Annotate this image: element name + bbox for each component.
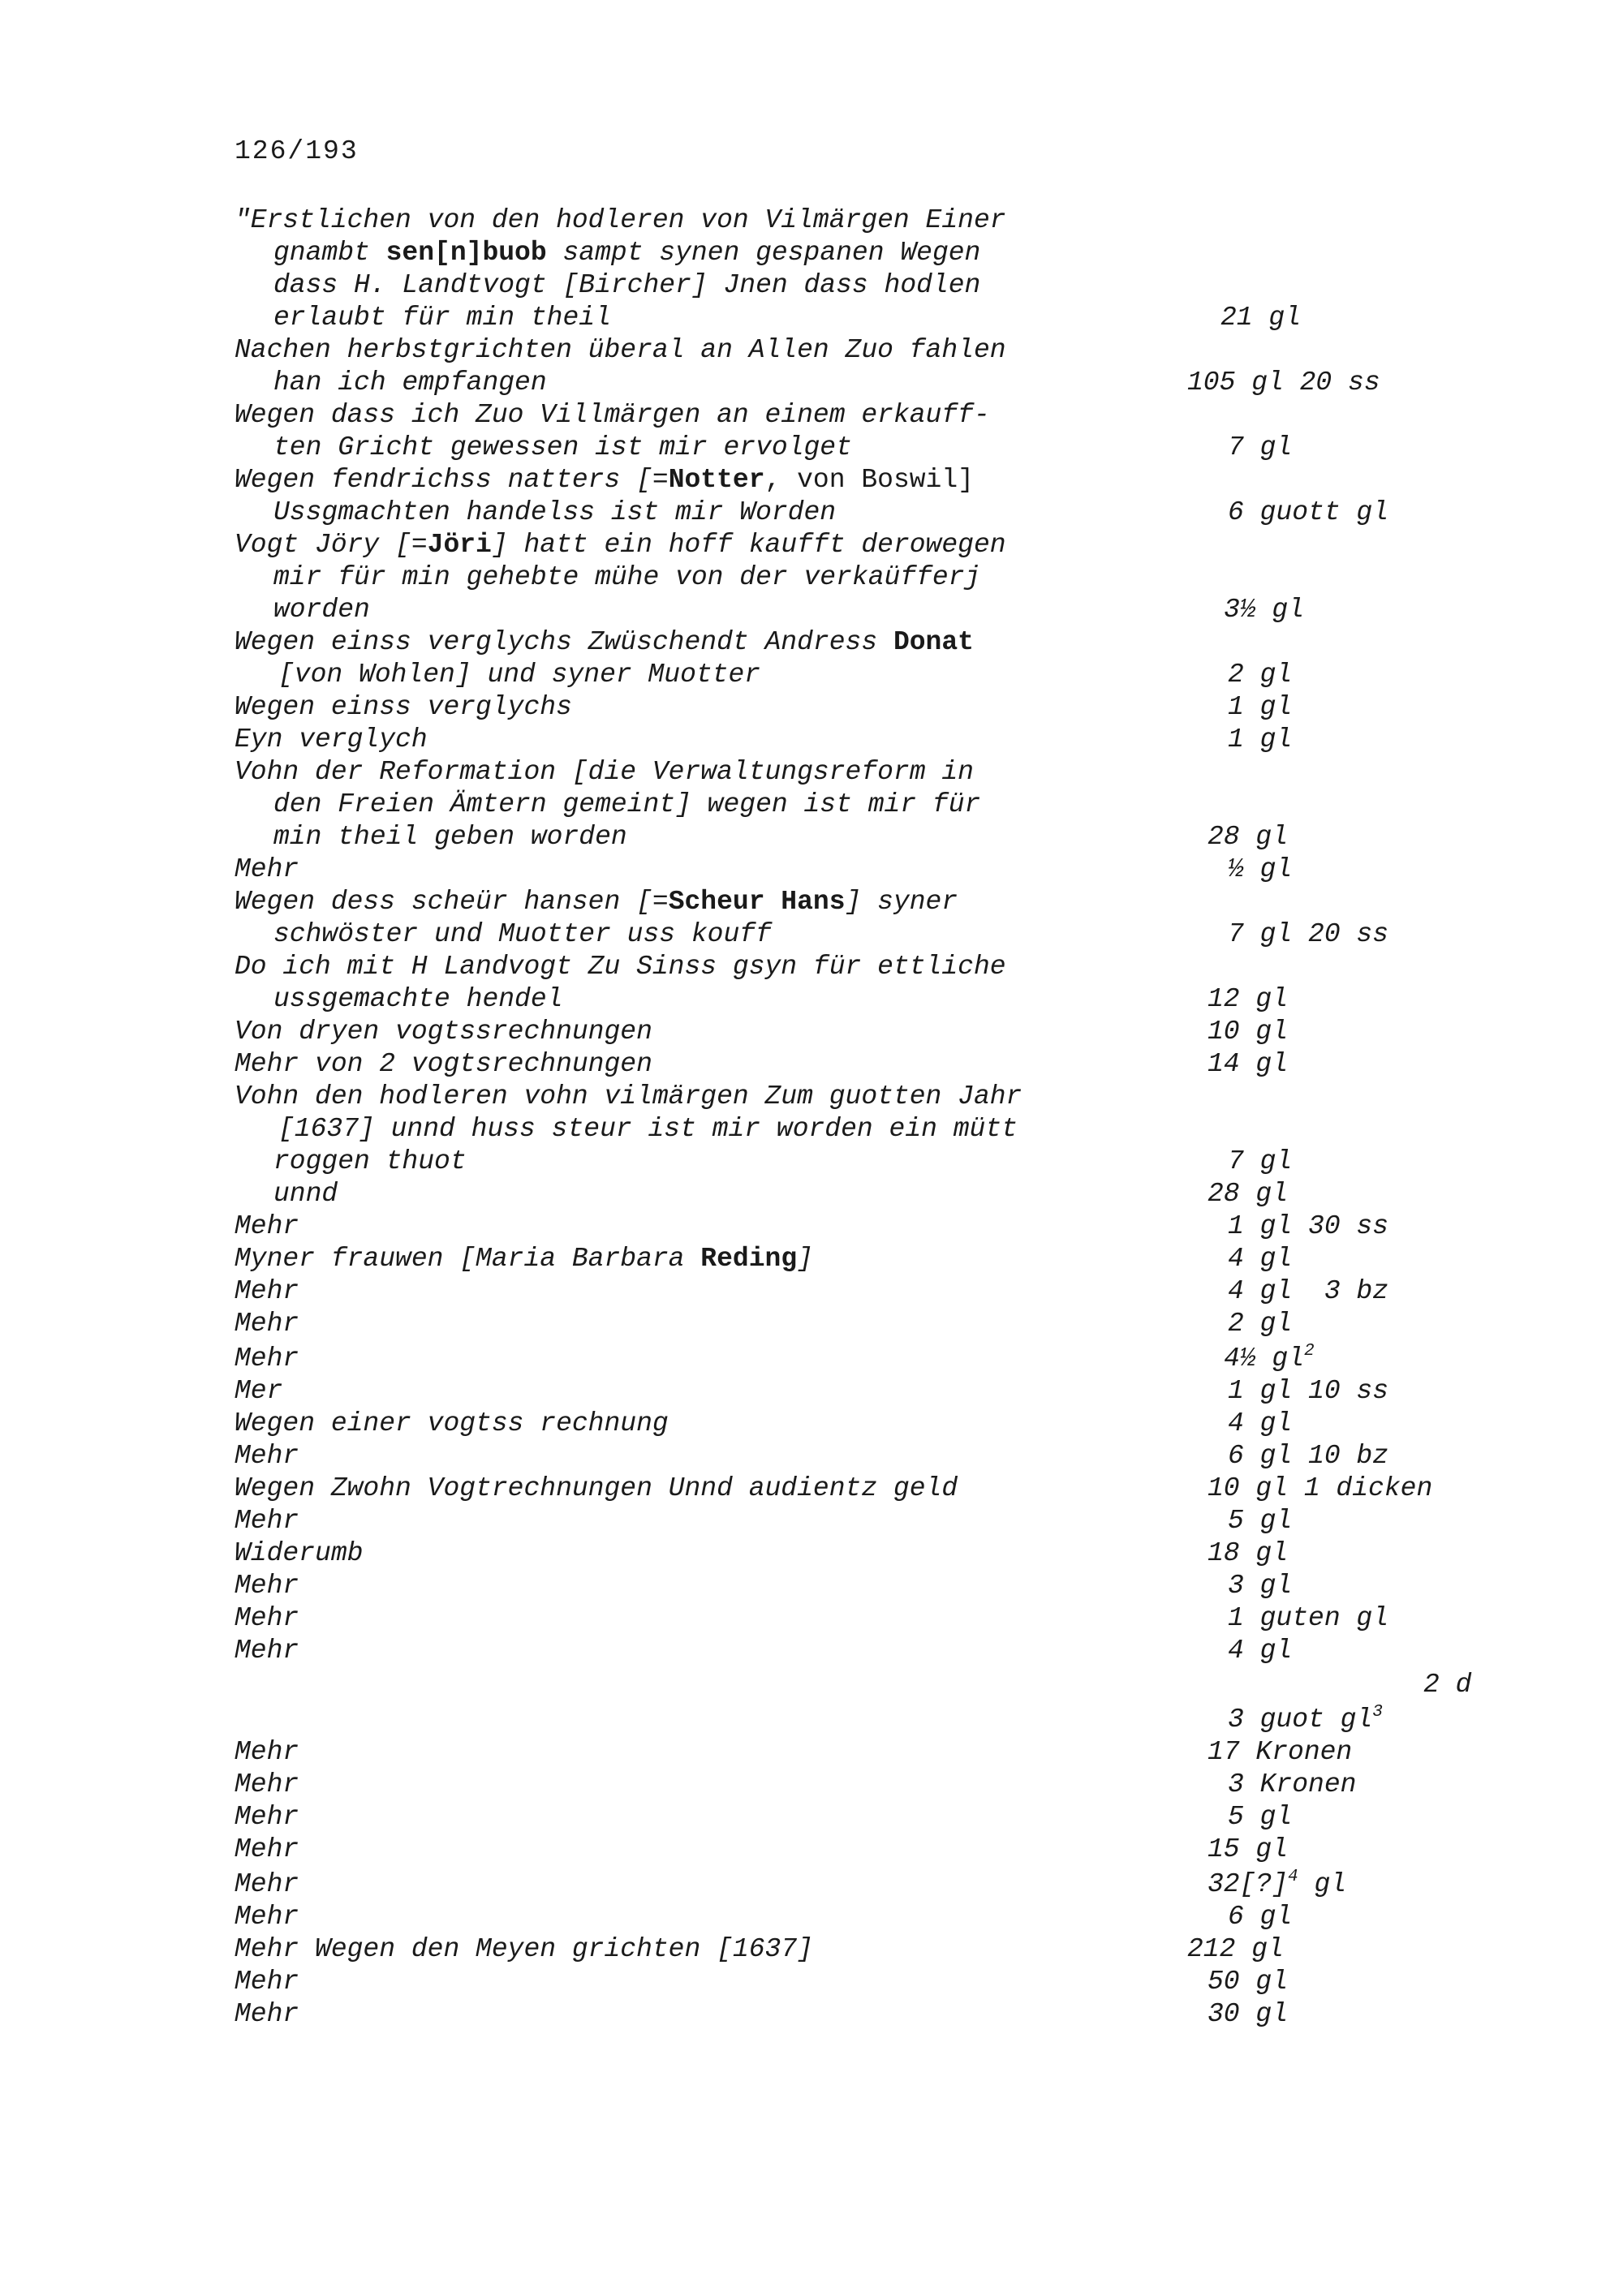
footnote-marker: 3 [1372, 1703, 1383, 1722]
name-bold: Jöri [427, 530, 492, 560]
entry-line: ten Gricht gewessen ist mir ervolget [273, 432, 852, 462]
entry-line: ussgemachte hendel [273, 984, 563, 1014]
entry-amount: 212 gl [1187, 1934, 1284, 1964]
entry-line: Mehr [235, 1737, 299, 1767]
entry-amount: 15 gl [1208, 1834, 1289, 1864]
entry-line: Wegen fendrichss natters [=Notter, von Boswil] [235, 465, 974, 495]
entry-amount: 3 guot $gl^3$ [1228, 1703, 1383, 1735]
entry-amount: 3½ gl [1224, 595, 1305, 625]
entry-line: Mer [235, 1376, 283, 1406]
entry-line: Mehr [235, 1276, 299, 1306]
footnote-marker: 4 [1288, 1868, 1298, 1886]
entry-line: den Freien Ämtern gemeint] wegen ist mir für [273, 789, 981, 819]
entry-line: Mehr [235, 1571, 299, 1601]
entry-amount: 1 gl [1228, 692, 1293, 722]
entry-amount: 28 gl [1208, 822, 1289, 852]
entry-line: Mehr [235, 1769, 299, 1799]
entry-line: mir für min gehebte mühe von der verkaüfferj [273, 562, 981, 592]
entry-amount: 1 gl 10 ss [1228, 1376, 1389, 1406]
entry-amount: 10 gl 1 dicken [1208, 1473, 1433, 1503]
entry-line: Wegen einer vogtss rechnung [235, 1408, 669, 1438]
entry-line: Vogt Jöry [=Jöri] hatt ein hoff kaufft derowegen [235, 530, 1006, 560]
entry-amount: 6 gl 10 bz [1228, 1441, 1389, 1471]
entry-line: Mehr [235, 1967, 299, 1997]
entry-line: erlaubt für min theil [273, 303, 611, 333]
entry-amount: 4½ $gl^2$ [1224, 1342, 1315, 1374]
entry-line: Mehr [235, 1309, 299, 1339]
entry-line: Mehr [235, 854, 299, 884]
entry-line: [von Wohlen] und syner Muotter [278, 660, 761, 690]
entry-line: Widerumb [235, 1538, 364, 1568]
entry-line: unnd [273, 1179, 338, 1209]
entry-amount: 3 Kronen [1228, 1769, 1357, 1799]
name-bold: Scheur Hans [668, 887, 846, 917]
entry-amount: 30 gl [1208, 1999, 1289, 2029]
entry-line: Mehr [235, 1603, 299, 1633]
entry-line: Do ich mit H Landvogt Zu Sinss gsyn für ettliche [235, 952, 1006, 982]
entry-line: Wegen einss verglychs [235, 692, 572, 722]
entry-amount: 105 gl 20 ss [1187, 368, 1380, 398]
entry-line: Von dryen vogtssrechnungen [235, 1017, 652, 1047]
entry-amount: 2 gl [1228, 1309, 1293, 1339]
entry-amount: 28 gl [1208, 1179, 1289, 1209]
name-bold: Notter [668, 465, 765, 495]
entry-line: Ussgmachten handelss ist mir Worden [273, 497, 837, 527]
entry-amount: ½ gl [1228, 854, 1293, 884]
entry-line: Wegen Zwohn Vogtrechnungen Unnd audientz geld [235, 1473, 958, 1503]
entry-amount: 21 gl [1220, 303, 1302, 333]
entry-line: Mehr [235, 1506, 299, 1536]
entry-amount: 7 gl [1228, 1146, 1293, 1176]
entry-line: Mehr [235, 1636, 299, 1666]
entry-line: Eyn verglych [235, 724, 428, 755]
entry-line: schwöster und Muotter uss kouff [273, 919, 772, 949]
entry-amount: 5 gl [1228, 1802, 1293, 1832]
entry-line: Myner frauwen [Maria Barbara Reding] [235, 1244, 813, 1274]
entry-amount: 18 gl [1208, 1538, 1289, 1568]
entry-amount: 4 gl [1228, 1244, 1293, 1274]
name-bold: sen[n]buob [385, 238, 547, 268]
entry-amount: 1 gl [1228, 724, 1293, 755]
entry-amount: 2 d [1423, 1670, 1472, 1700]
entry-line: [1637] unnd huss steur ist mir worden ein mütt [278, 1114, 1018, 1144]
entry-line: Nachen herbstgrichten überal an Allen Zuo fahlen [235, 335, 1006, 365]
entry-amount: 7 gl [1228, 432, 1293, 462]
entry-amount: 7 gl 20 ss [1228, 919, 1389, 949]
page-number: 126/193 [235, 136, 359, 166]
name-bold: Reding [700, 1244, 798, 1274]
entry-line: Wegen dass ich Zuo Villmärgen an einem erkauff- [235, 400, 990, 430]
entry-line: Mehr [235, 1344, 299, 1374]
entry-line: dass H. Landtvogt [Bircher] Jnen dass hodlen [273, 270, 981, 300]
entry-line: Mehr von 2 vogtsrechnungen [235, 1049, 652, 1079]
entry-line: Mehr [235, 1869, 299, 1899]
entry-line: Mehr [235, 1211, 299, 1241]
entry-amount: 5 gl [1228, 1506, 1293, 1536]
entry-amount: 10 gl [1208, 1017, 1289, 1047]
entry-line: gnambt sen[n]buob sampt synen gespanen Wegen [273, 238, 981, 268]
entry-amount: 4 gl [1228, 1408, 1293, 1438]
entry-line: Wegen einss verglychs Zwüschendt Andress Donat [235, 627, 974, 657]
entry-line: Mehr [235, 1902, 299, 1932]
name-bold: Donat [893, 627, 974, 657]
entry-line: Mehr [235, 1441, 299, 1471]
entry-amount: 4 gl 3 bz [1228, 1276, 1389, 1306]
entry-amount: 3 gl [1228, 1571, 1293, 1601]
entry-line: Vohn der Reformation [die Verwaltungsreform in [235, 757, 974, 787]
entry-amount: 1 guten gl [1228, 1603, 1389, 1633]
entry-line: Wegen dess scheür hansen [=Scheur Hans] syner [235, 887, 958, 917]
entry-amount: 1 gl 30 ss [1228, 1211, 1389, 1241]
entry-amount: 14 gl [1208, 1049, 1289, 1079]
entry-amount: 6 gl [1228, 1902, 1293, 1932]
entry-line: han ich empfangen [273, 368, 547, 398]
entry-line: "Erstlichen von den hodleren von Vilmärgen Einer [235, 205, 1006, 235]
entry-amount: 50 gl [1208, 1967, 1289, 1997]
entry-amount: 4 gl [1228, 1636, 1293, 1666]
entry-amount: 17 Kronen [1208, 1737, 1353, 1767]
entry-line: Mehr [235, 1802, 299, 1832]
entry-line: Mehr [235, 1834, 299, 1864]
entry-line: Mehr Wegen den Meyen grichten [1637] [235, 1934, 813, 1964]
entry-amount: 12 gl [1208, 984, 1289, 1014]
entry-line: Mehr [235, 1999, 299, 2029]
entry-amount: 32[?]$^4$ gl [1208, 1868, 1347, 1899]
entry-amount: 2 gl [1228, 660, 1293, 690]
entry-line: worden [273, 595, 370, 625]
entry-line: Vohn den hodleren vohn vilmärgen Zum guotten Jahr [235, 1081, 1022, 1111]
footnote-marker: 2 [1304, 1342, 1315, 1361]
entry-line: roggen thuot [273, 1146, 467, 1176]
entry-line: min theil geben worden [273, 822, 627, 852]
entry-amount: 6 guott gl [1228, 497, 1389, 527]
